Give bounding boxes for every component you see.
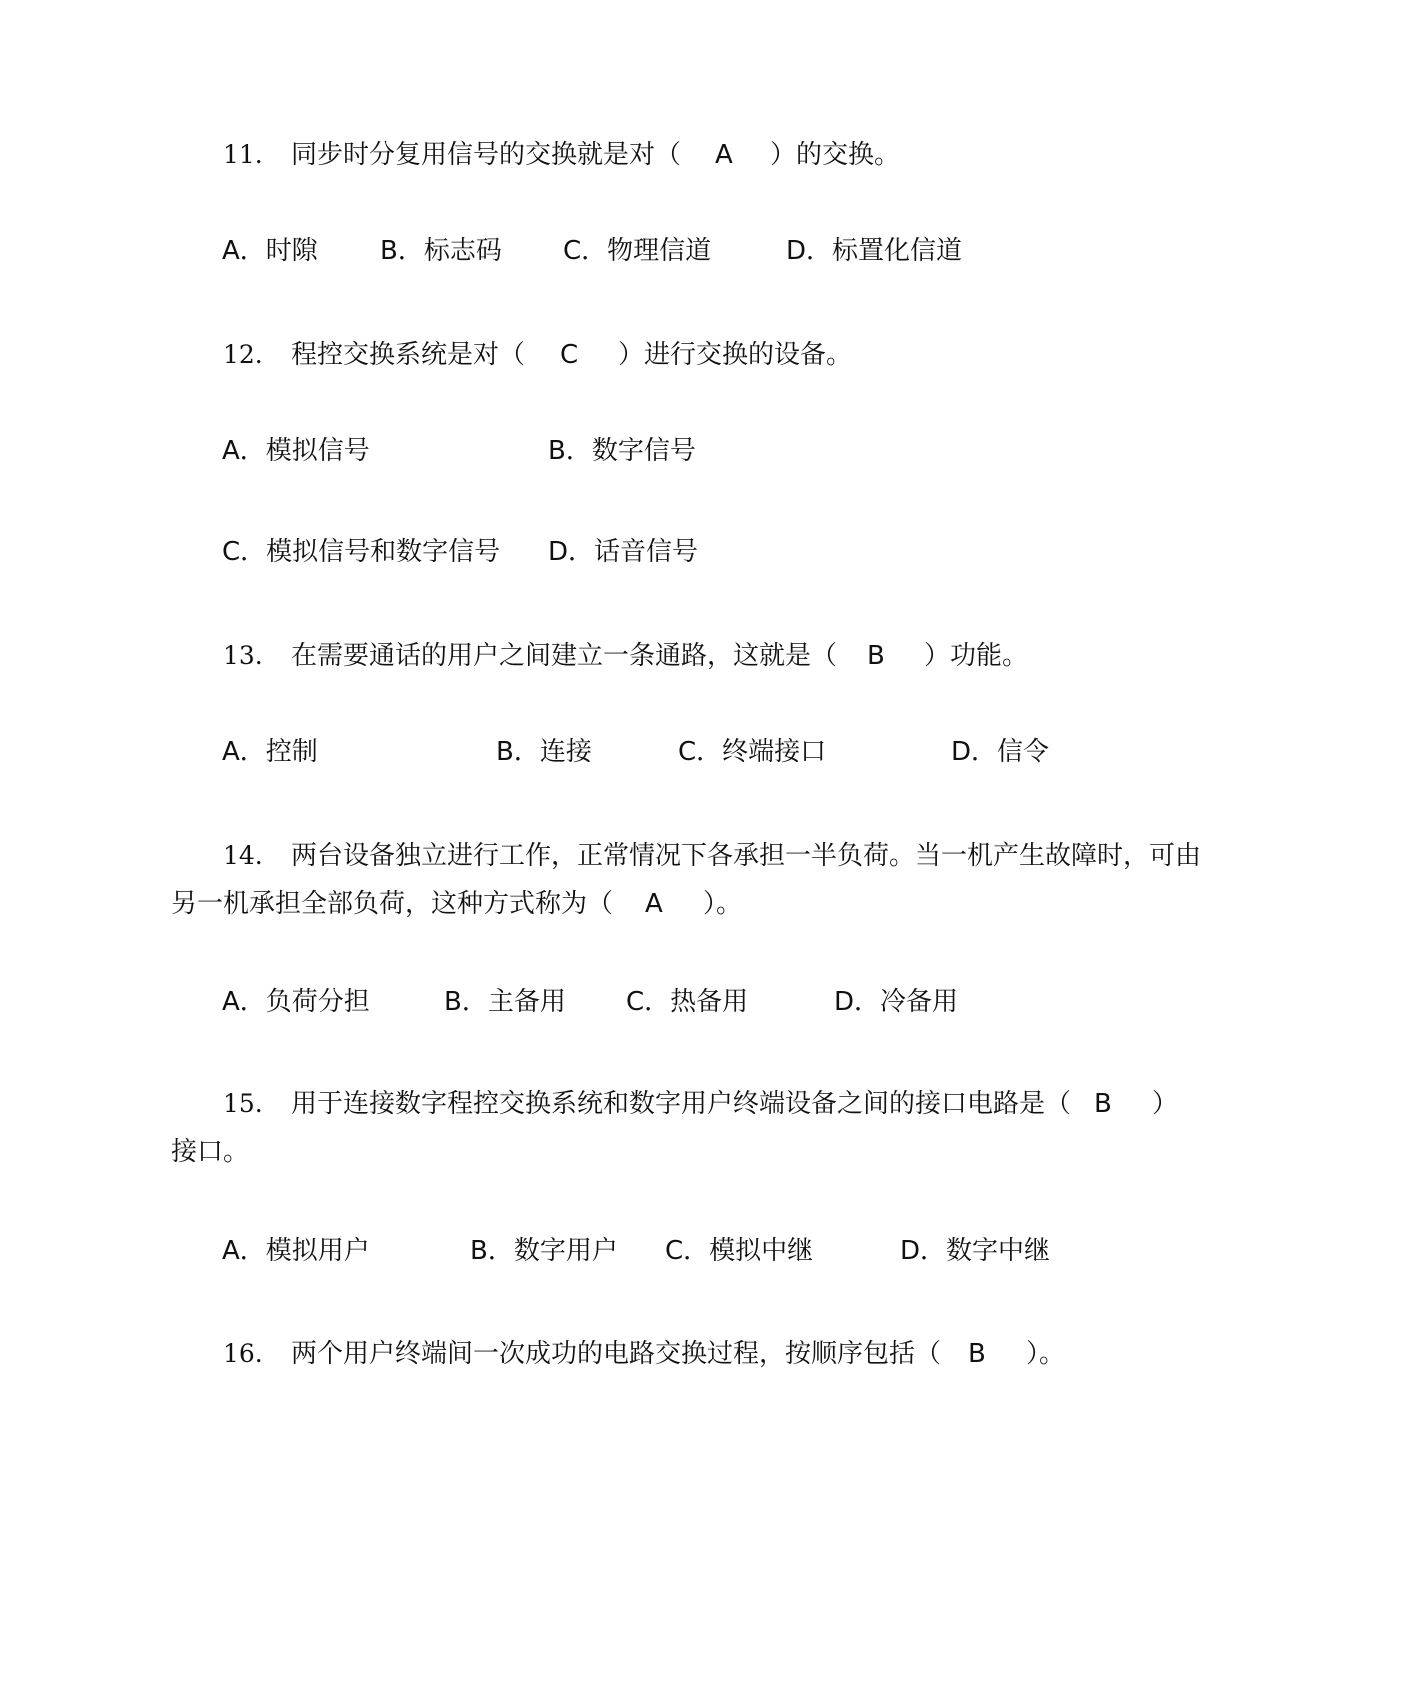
option-b: B．数字信号 [548, 436, 696, 466]
option-c: C．热备用 [626, 987, 749, 1017]
question-stem: 程控交换系统是对（ [291, 340, 526, 370]
option-d: D．数字中继 [900, 1236, 1051, 1266]
option-a: A．时隙 [222, 236, 318, 266]
question-number: 16. [223, 1339, 263, 1368]
option-b: B．连接 [496, 737, 592, 767]
option-a: A．控制 [222, 737, 318, 767]
question-stem-end: ）的交换。 [770, 140, 901, 170]
question-stem: 同步时分复用信号的交换就是对（ [291, 140, 682, 170]
question-stem-line2: 另一机承担全部负荷，这种方式称为（ [171, 889, 614, 919]
answer-letter: C [560, 340, 579, 370]
option-c: C．模拟中继 [665, 1236, 814, 1266]
answer-letter: B [1094, 1089, 1112, 1119]
option-a: A．负荷分担 [222, 987, 370, 1017]
question-stem: 两个用户终端间一次成功的电路交换过程，按顺序包括（ [291, 1339, 942, 1369]
option-d: D．标置化信道 [786, 236, 963, 266]
question-stem-end: ）进行交换的设备。 [618, 340, 853, 370]
option-c: C．物理信道 [563, 236, 712, 266]
option-d: D．话音信号 [548, 537, 699, 567]
question-number: 11. [223, 140, 263, 169]
answer-letter: A [715, 140, 733, 170]
option-d: D．冷备用 [834, 987, 959, 1017]
question-number: 12. [223, 340, 263, 369]
question-number: 13. [223, 641, 263, 670]
option-a: A．模拟信号 [222, 436, 370, 466]
question-number: 14. [223, 841, 263, 870]
question-stem: 在需要通话的用户之间建立一条通路，这就是（ [291, 641, 838, 671]
question-stem-end: ） [1152, 1089, 1179, 1119]
question-stem: 用于连接数字程控交换系统和数字用户终端设备之间的接口电路是（ [291, 1089, 1072, 1119]
answer-letter: B [867, 641, 885, 671]
answer-letter: B [968, 1339, 986, 1369]
answer-letter: A [645, 889, 663, 919]
option-b: B．主备用 [444, 987, 566, 1017]
option-c: C．模拟信号和数字信号 [222, 537, 501, 567]
option-b: B．标志码 [380, 236, 502, 266]
question-stem-end: ）功能。 [924, 641, 1029, 671]
option-d: D．信令 [951, 737, 1050, 767]
option-b: B．数字用户 [470, 1236, 618, 1266]
option-c: C．终端接口 [678, 737, 827, 767]
question-number: 15. [223, 1089, 263, 1118]
question-stem-line2: 接口。 [171, 1137, 250, 1167]
question-stem-end: ）。 [703, 889, 743, 919]
question-stem: 两台设备独立进行工作，正常情况下各承担一半负荷。当一机产生故障时，可由 [291, 841, 1202, 871]
question-stem-end: ）。 [1026, 1339, 1066, 1369]
option-a: A．模拟用户 [222, 1236, 370, 1266]
